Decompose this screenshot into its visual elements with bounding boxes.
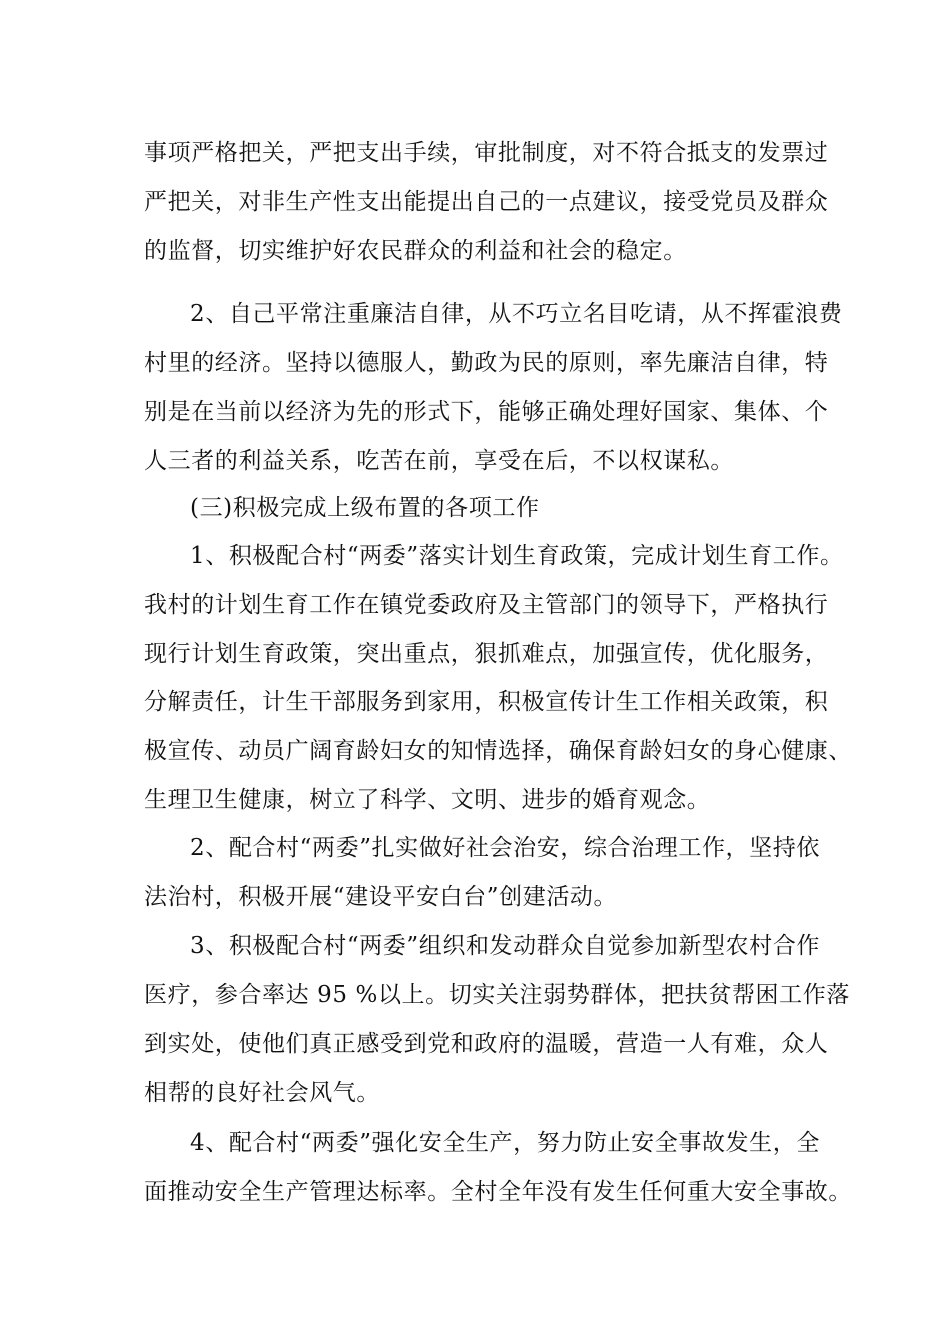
text-line: 人三者的利益关系，吃苦在前，享受在后，不以权谋私。	[144, 448, 734, 474]
paragraph-start-line: 2、自己平常注重廉洁自律，从不巧立名目吃请，从不挥霍浪费	[190, 301, 843, 327]
text-line: 现行计划生育政策，突出重点，狠抓难点，加强宣传，优化服务，	[144, 641, 829, 667]
text-line: 事项严格把关，严把支出手续，审批制度，对不符合抵支的发票过	[144, 140, 829, 166]
text-line: 的监督，切实维护好农民群众的利益和社会的稳定。	[144, 238, 687, 264]
paragraph-start-line: 4、配合村“两委”强化安全生产，努力防止安全事故发生，全	[190, 1130, 820, 1156]
text-line: 极宣传、动员广阔育龄妇女的知情选择，确保育龄妇女的身心健康、	[144, 738, 852, 764]
text-line: 分解责任，计生干部服务到家用，积极宣传计生工作相关政策，积	[144, 689, 829, 715]
paragraph-start-line: 3、积极配合村“两委”组织和发动群众自觉参加新型农村合作	[190, 933, 820, 959]
section-heading: (三)积极完成上级布置的各项工作	[190, 495, 540, 521]
paragraph-start-line: 2、配合村“两委”扎实做好社会治安，综合治理工作，坚持依	[190, 835, 820, 861]
text-line: 我村的计划生育工作在镇党委政府及主管部门的领导下，严格执行	[144, 592, 829, 618]
paragraph-start-line: 1、积极配合村“两委”落实计划生育政策，完成计划生育工作。	[190, 543, 844, 569]
text-line: 村里的经济。坚持以德服人，勤政为民的原则，率先廉洁自律，特	[144, 350, 829, 376]
text-line: 医疗，参合率达 95 %以上。切实关注弱势群体，把扶贫帮困工作落	[144, 982, 850, 1008]
text-line: 严把关，对非生产性支出能提出自己的一点建议，接受党员及群众	[144, 189, 829, 215]
text-line: 生理卫生健康，树立了科学、文明、进步的婚育观念。	[144, 787, 711, 813]
text-line: 别是在当前以经济为先的形式下，能够正确处理好国家、集体、个	[144, 399, 829, 425]
text-line: 面推动安全生产管理达标率。全村全年没有发生任何重大安全事故。	[144, 1179, 852, 1205]
text-line: 到实处，使他们真正感受到党和政府的温暖，营造一人有难，众人	[144, 1031, 829, 1057]
text-line: 法治村，积极开展“建设平安白台”创建活动。	[144, 884, 618, 910]
text-line: 相帮的良好社会风气。	[144, 1080, 380, 1106]
